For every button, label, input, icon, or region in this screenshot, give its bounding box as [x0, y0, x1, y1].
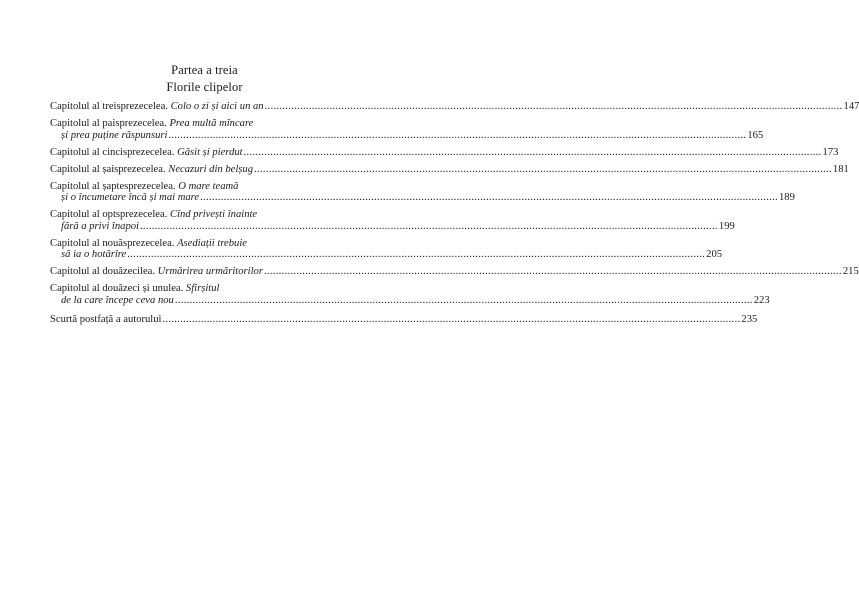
toc-entry: [50, 209, 735, 232]
toc-entry: [50, 283, 770, 306]
page-number: 199: [718, 220, 735, 232]
toc-line: [50, 118, 358, 130]
page-number: 205: [706, 249, 723, 261]
chapter-title: Prea multă mîncare: [169, 117, 254, 129]
leader-dots: [254, 164, 832, 176]
chapter-title: Necazuri din belșug: [168, 163, 254, 175]
leader-dots: [200, 192, 778, 204]
toc-entry: [50, 117, 764, 141]
page-number: 189: [779, 192, 795, 204]
leader-dots: [265, 101, 843, 113]
table-of-contents: [50, 101, 859, 312]
toc-entry-text: [50, 164, 253, 176]
page-number: 215: [842, 266, 859, 278]
leader-dots: [175, 295, 753, 307]
toc-entry-text: [61, 192, 199, 204]
toc-line: [50, 209, 358, 221]
chapter-title: să ia o hotărîre: [61, 249, 127, 261]
toc-line: [50, 283, 358, 295]
chapter-prefix: Capitolul al paisprezecelea.: [50, 117, 167, 129]
toc-entry-text: [61, 249, 126, 261]
toc-entry: [50, 101, 859, 113]
postface-page-number: 235: [741, 314, 758, 325]
toc-entry-text: [50, 238, 247, 250]
chapter-title: fără a privi înapoi: [61, 220, 139, 232]
chapter-title: Asediații trebuie: [177, 237, 248, 249]
leader-dots: [264, 266, 842, 278]
chapter-title: și o încumetare încă și mai mare: [61, 192, 200, 204]
chapter-prefix: Capitolul al cincisprezecelea.: [50, 146, 175, 158]
leader-dots: [163, 314, 741, 326]
toc-line: [50, 101, 859, 113]
toc-line: [50, 192, 795, 204]
leader-dots: [127, 249, 705, 261]
chapter-title: și prea puține răspunsuri: [61, 129, 168, 141]
chapter-title: Urmărirea urmăritorilor: [157, 266, 263, 278]
chapter-title: Sfîrșitul: [185, 283, 220, 295]
chapter-prefix: Capitolul al treisprezecelea.: [50, 101, 168, 112]
chapter-prefix: Capitolul al douăzecilea.: [50, 266, 156, 278]
toc-entry-text: [61, 295, 174, 307]
toc-line: [50, 146, 839, 159]
toc-entry-text: [50, 147, 243, 159]
toc-entry: [50, 180, 795, 204]
part-subheading: Florile clipelor: [166, 80, 243, 94]
toc-line: [50, 129, 764, 142]
page-number: 173: [822, 146, 839, 158]
toc-line: [50, 266, 859, 278]
chapter-prefix: Capitolul al șaisprezecelea.: [50, 163, 166, 175]
toc-entry-text: [61, 130, 167, 142]
toc-entry: [50, 237, 723, 261]
postface-label: Scurtă postfață a autorului: [50, 314, 162, 325]
postface-entry: [50, 314, 758, 326]
chapter-prefix: Capitolul al șaptesprezecelea.: [50, 180, 176, 192]
page-number: 223: [753, 294, 770, 306]
chapter-title: de la care începe ceva nou: [61, 294, 174, 306]
leader-dots: [168, 130, 746, 142]
chapter-title: Colo o zi și aici un an: [170, 101, 264, 112]
toc-entry-text: [50, 181, 238, 193]
toc-line: [50, 181, 358, 193]
part-heading: Partea a treia: [171, 63, 238, 77]
chapter-title: O mare teamă: [178, 180, 239, 192]
chapter-title: Cînd privești înainte: [170, 209, 258, 221]
leader-dots: [244, 147, 822, 159]
toc-entry-text: [50, 101, 264, 113]
chapter-prefix: Capitolul al optsprezecelea.: [50, 209, 168, 221]
toc-line: [50, 314, 758, 326]
toc-line: [50, 163, 849, 176]
toc-entry-text: [50, 118, 253, 130]
toc-line: [50, 294, 770, 307]
toc-line: [50, 220, 735, 233]
toc-entry: [50, 266, 859, 278]
toc-entry-text: [50, 283, 219, 295]
toc-entry-text: [50, 209, 257, 221]
leader-dots: [140, 221, 718, 233]
chapter-prefix: Capitolul al douăzeci și unulea.: [50, 283, 184, 295]
page-number: 165: [747, 129, 764, 141]
toc-entry-text: [50, 266, 263, 278]
toc-line: [50, 238, 358, 250]
chapter-prefix: Capitolul al nouăsprezecelea.: [50, 237, 175, 249]
toc-entry: [50, 163, 849, 176]
toc-entry-text: [61, 221, 139, 233]
page-number: 181: [832, 163, 849, 175]
toc-line: [50, 249, 723, 261]
page-number: 147: [843, 101, 859, 112]
toc-entry: [50, 146, 839, 159]
chapter-title: Găsit și pierdut: [177, 146, 243, 158]
